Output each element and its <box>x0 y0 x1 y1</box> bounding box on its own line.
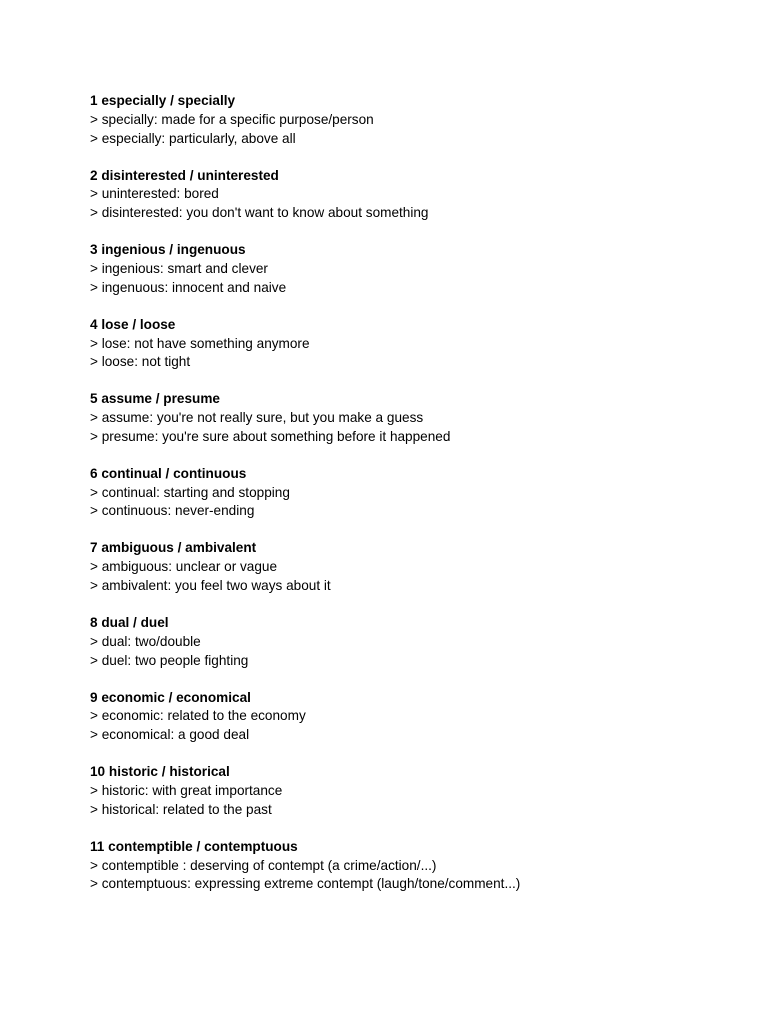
entry-definition: > contemptuous: expressing extreme contempt (laugh/tone/comment...) <box>90 876 521 892</box>
entry-title: 6 continual / continuous <box>90 465 247 481</box>
entry-definition: > duel: two people fighting <box>90 652 249 668</box>
entry-definition: > ambiguous: unclear or vague <box>90 559 278 575</box>
entry-definition: > ambivalent: you feel two ways about it <box>90 578 331 594</box>
entry-title: 3 ingenious / ingenuous <box>90 242 246 258</box>
entry-title: 2 disinterested / uninterested <box>90 167 279 183</box>
entry-title: 11 contemptible / contemptuous <box>90 838 298 854</box>
entry-definition: > dual: two/double <box>90 633 201 649</box>
entry-title: 4 lose / loose <box>90 316 176 332</box>
list-item <box>90 763 730 819</box>
entry-definition: > uninterested: bored <box>90 186 219 202</box>
list-item <box>90 241 730 297</box>
entry-definition: > continual: starting and stopping <box>90 484 290 500</box>
entry-definition: > specially: made for a specific purpose/person <box>90 111 374 127</box>
entry-definition: > disinterested: you don't want to know about something <box>90 205 429 221</box>
list-item <box>90 539 730 595</box>
entry-title: 8 dual / duel <box>90 615 169 631</box>
entry-title: 10 historic / historical <box>90 764 230 780</box>
entry-definition: > continuous: never-ending <box>90 503 255 519</box>
entry-definition: > historical: related to the past <box>90 801 272 817</box>
list-item <box>90 167 730 223</box>
entry-definition: > presume: you're sure about something before it happened <box>90 428 451 444</box>
entry-title: 9 economic / economical <box>90 689 251 705</box>
entry-definition: > economic: related to the economy <box>90 708 306 724</box>
entry-definition: > contemptible : deserving of contempt (a crime/action/...) <box>90 857 437 873</box>
entry-definition: > economical: a good deal <box>90 727 250 743</box>
entry-definition: > historic: with great importance <box>90 783 283 798</box>
list-item <box>90 316 730 372</box>
list-item <box>90 390 730 446</box>
entry-title: 5 assume / presume <box>90 391 220 407</box>
entry-definition: > especially: particularly, above all <box>90 130 296 146</box>
entry-definition: > ingenuous: innocent and naive <box>90 279 287 295</box>
entry-definition: > assume: you're not really sure, but you make a guess <box>90 410 424 426</box>
document-page <box>90 92 730 912</box>
entry-definition: > loose: not tight <box>90 354 191 370</box>
list-item <box>90 838 730 894</box>
entry-definition: > ingenious: smart and clever <box>90 260 268 276</box>
entry-title: 1 especially / specially <box>90 93 236 108</box>
list-item <box>90 689 730 745</box>
entry-definition: > lose: not have something anymore <box>90 335 310 351</box>
list-item <box>90 614 730 670</box>
list-item <box>90 92 730 148</box>
entry-title: 7 ambiguous / ambivalent <box>90 540 257 556</box>
list-item <box>90 465 730 521</box>
